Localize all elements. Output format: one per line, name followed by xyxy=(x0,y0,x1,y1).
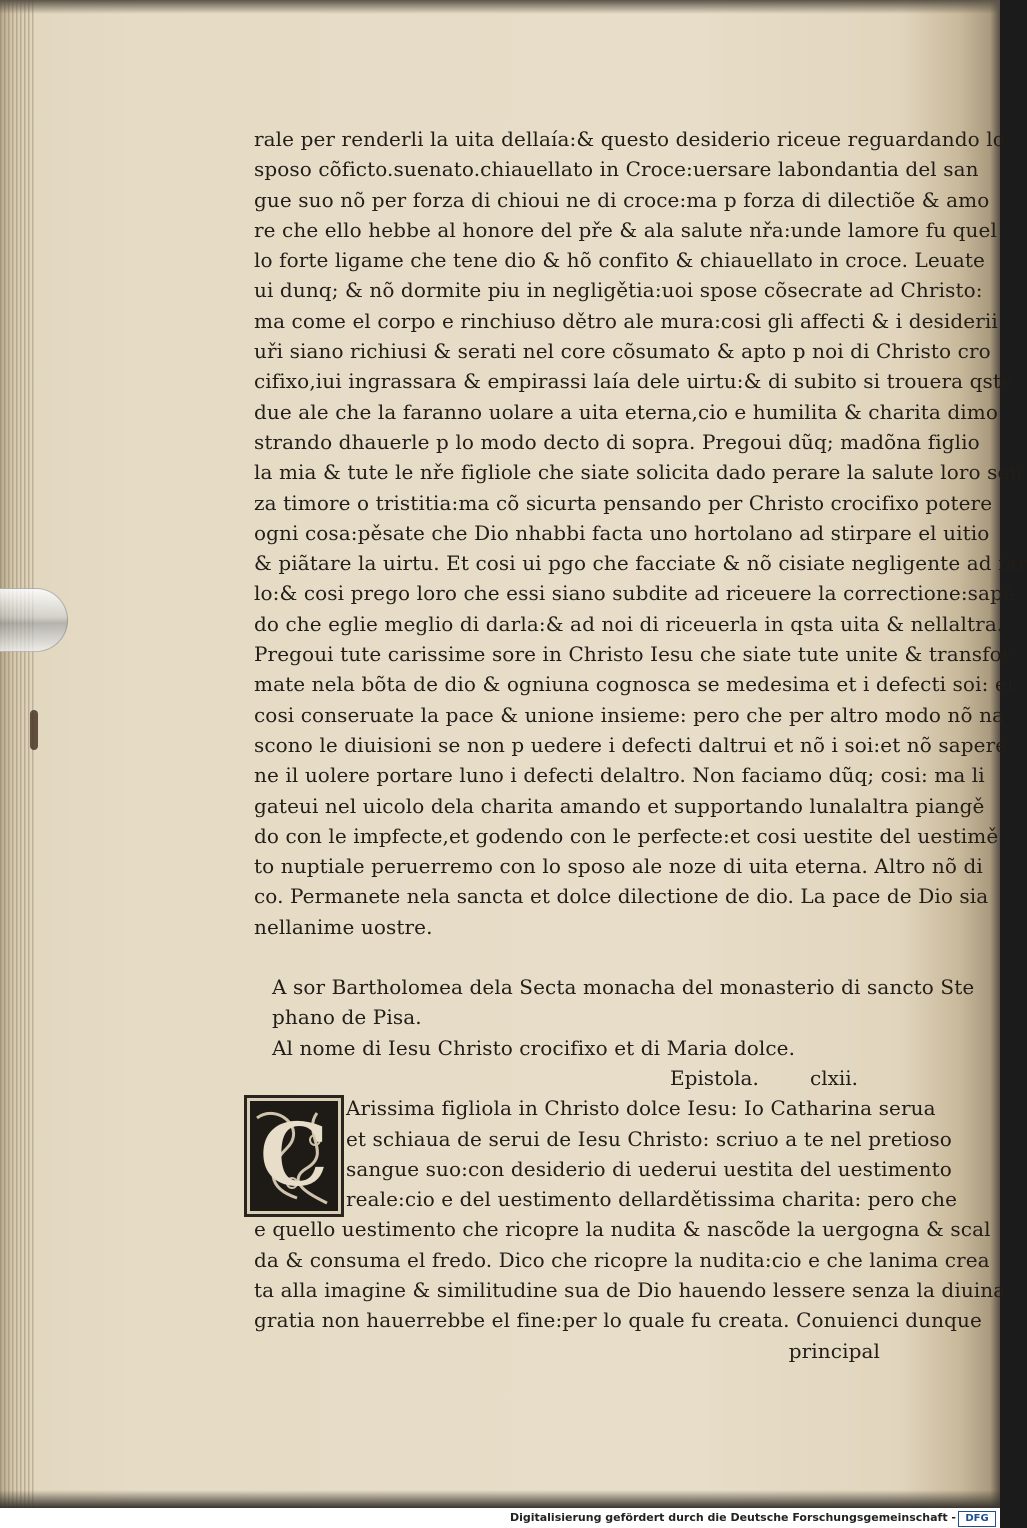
text-line: la mia & tute le nře figliole che siate solicita dado perare la salute loro sen xyxy=(254,460,1023,485)
text-line: do che eglie meglio di darla:& ad noi di riceuerla in qsta uita & nellaltra. xyxy=(254,611,1004,636)
text-line: ui dunq; & nõ dormite piu in negligětia:uoi spose cõsecrate ad Christo: xyxy=(254,278,983,303)
text-line: re che ello hebbe al honore del pře & ala salute nřa:unde lamore fu quel xyxy=(254,217,997,242)
address-line: Al nome di Iesu Christo crocifixo et di Maria dolce. xyxy=(272,1035,796,1060)
text-line: gue suo nõ per forza di chioui ne di croce:ma p forza di dilectiõe & amo xyxy=(254,187,990,212)
decorated-initial-icon xyxy=(244,1095,344,1217)
page-top-shadow xyxy=(0,0,1000,14)
text-line: strando dhauerle p lo modo decto di sopra. Pregoui dũq; madõna figlio xyxy=(254,429,980,454)
catchword: principal xyxy=(788,1338,880,1363)
text-line: uři siano richiusi & serati nel core cõsumato & apto p noi di Christo cro xyxy=(254,339,991,364)
text-line: ne il uolere portare luno i defecti delaltro. Non faciamo dũq; cosi: ma li xyxy=(254,763,985,788)
text-line: & piãtare la uirtu. Et cosi ui pgo che facciate & nõ cisiate negligente ad far xyxy=(254,551,1027,576)
text-line: cifixo,iui ingrassara & empirassi laía dele uirtu:& di subito si trouera qste xyxy=(254,369,1013,394)
text-line: gratia non hauerrebbe el fine:per lo quale fu creata. Conuienci dunque xyxy=(254,1308,982,1333)
initial-line: Arissima figliola in Christo dolce Iesu: Io Catharina serua xyxy=(346,1096,936,1121)
page-bottom-shadow xyxy=(0,1490,1000,1508)
text-line: co. Permanete nela sancta et dolce dilectione de dio. La pace de Dio sia xyxy=(254,884,989,909)
ink-stain xyxy=(30,710,38,750)
page-clip-icon xyxy=(0,588,68,652)
page-edges xyxy=(0,0,34,1508)
epistola-number: clxii. xyxy=(810,1065,859,1090)
address-line: A sor Bartholomea dela Secta monacha del monasterio di sancto Ste xyxy=(272,975,975,1000)
text-line: do con le impfecte,et godendo con le perfecte:et cosi uestite del uestimě xyxy=(254,823,999,848)
body-text xyxy=(254,124,1027,942)
text-line: lo forte ligame che tene dio & hõ confito & chiauellato in croce. Leuate xyxy=(254,248,985,273)
address-line: phano de Pisa. xyxy=(272,1005,422,1030)
text-line: rale per renderli la uita dellaía:& questo desiderio riceue reguardando lo xyxy=(254,127,1005,151)
text-line: ogni cosa:pěsate che Dio nhabbi facta uno hortolano ad stirpare el uitio xyxy=(254,520,990,545)
paragraph-gap xyxy=(254,942,910,972)
text-line: da & consuma el fredo. Dico che ricopre la nudita:cio e che lanima crea xyxy=(254,1247,990,1272)
text-line: gateui nel uicolo dela charita amando et supportando lunalaltra piangě xyxy=(254,793,985,818)
text-line: e quello uestimento che ricopre la nudita & nascõde la uergogna & scal xyxy=(254,1217,991,1242)
initial-line: reale:cio e del uestimento dellardětissima charita: pero che xyxy=(346,1187,958,1212)
text-line: nellanime uostre. xyxy=(254,914,433,939)
dropcap-letter: C xyxy=(259,1105,329,1207)
initial-block xyxy=(254,1093,958,1214)
final-text xyxy=(254,1214,1006,1335)
epistola-label: Epistola. xyxy=(670,1065,759,1090)
text-line: lo:& cosi prego loro che essi siano subdite ad riceuere la correctione:sapě xyxy=(254,581,1015,606)
initial-text xyxy=(254,1093,958,1214)
text-line: due ale che la faranno uolare a uita eterna,cio e humilita & charita dimo xyxy=(254,399,998,424)
epistola-header xyxy=(254,1063,910,1093)
text-line: ma come el corpo e rinchiuso dětro ale mura:cosi gli affecti & i desiderii xyxy=(254,308,998,333)
text-line: to nuptiale peruerremo con lo sposo ale noze di uita eterna. Altro nõ di xyxy=(254,854,983,879)
text-line: cosi conseruate la pace & unione insieme: pero che per altro modo nõ na xyxy=(254,702,1005,727)
text-line: scono le diuisioni se non p uedere i defecti daltrui et nõ i soi:et nõ sapere xyxy=(254,732,1008,757)
text-line: mate nela bõta de dio & ogniuna cognosca se medesima et i defecti soi: et xyxy=(254,672,1015,697)
dfg-logo-icon: DFG xyxy=(958,1511,996,1527)
text-line: sposo cõficto.suenato.chiauellato in Croce:uersare labondantia del san xyxy=(254,157,979,182)
text-block xyxy=(254,124,1027,1366)
footer-credit: Digitalisierung gefördert durch die Deutsche Forschungsgemeinschaft - xyxy=(509,1511,956,1524)
initial-line: et schiaua de serui de Iesu Christo: scriuo a te nel pretioso xyxy=(346,1126,952,1151)
address-text xyxy=(254,972,975,1063)
text-line: Pregoui tute carissime sore in Christo Iesu che siate tute unite & transfor xyxy=(254,642,1012,667)
footer-bar xyxy=(0,1508,1000,1528)
text-line: ta alla imagine & similitudine sua de Dio hauendo lessere senza la diuina xyxy=(254,1277,1006,1302)
text-line: za timore o tristitia:ma cõ sicurta pensando per Christo crocifixo potere xyxy=(254,490,993,515)
initial-line: sangue suo:con desiderio di uederui uestita del uestimento xyxy=(346,1156,952,1181)
